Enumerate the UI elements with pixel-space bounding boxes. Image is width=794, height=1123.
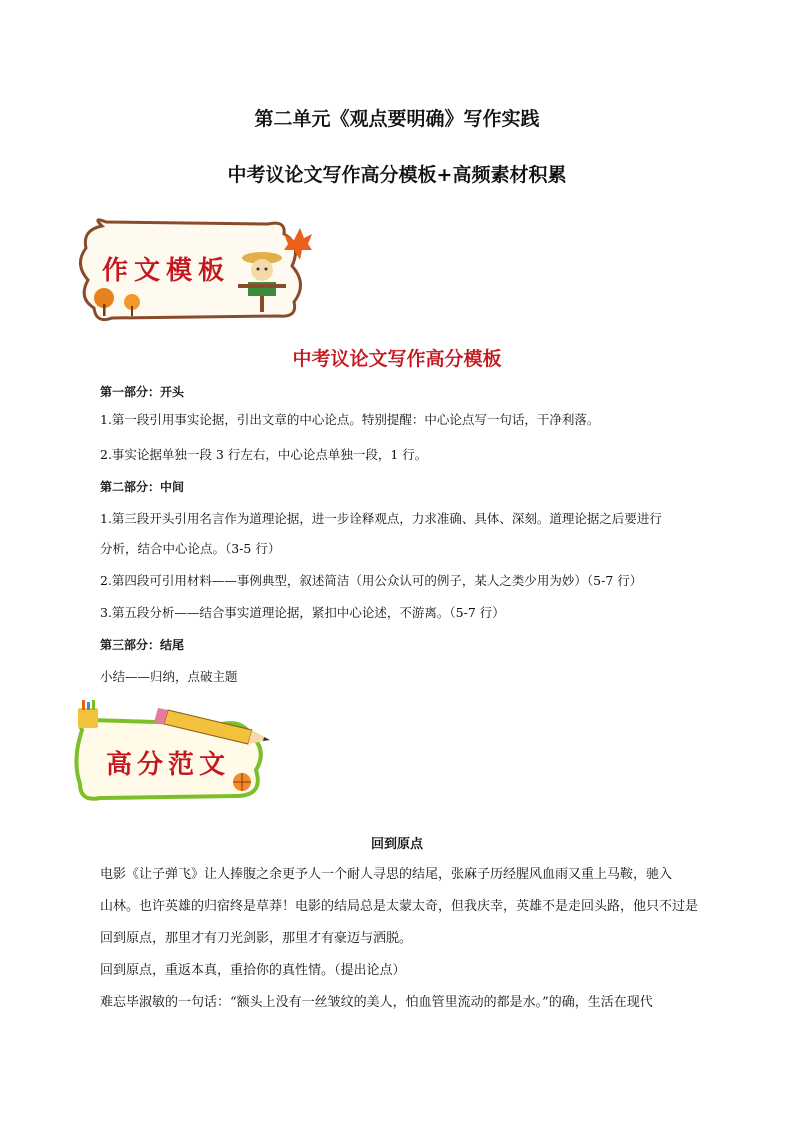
- template-heading: 中考议论文写作高分模板: [292, 348, 502, 370]
- essay-p1-line2: 山林。也许英雄的归宿终是草莽！电影的结局总是太蒙太奇，但我庆幸，英雄不是走回头路，他只不过是: [100, 899, 699, 914]
- essay-p3-line1: 难忘毕淑敏的一句话：“额头上没有一丝皱纹的美人，怕血管里流动的都是水。”的确，生活在现代: [100, 995, 653, 1010]
- page-subtitle: 中考议论文写作高分模板+高频素材积累: [227, 164, 567, 186]
- part1-item1: 1.第一段引用事实论据，引出文章的中心论点。特别提醒：中心论点写一句话，干净利落。: [100, 412, 600, 427]
- part2-item3: 3.第五段分析——结合事实道理论据，紧扣中心论述，不游离。（5-7 行）: [100, 605, 505, 620]
- essay-banner: [72, 700, 282, 806]
- essay-p1-line3: 回到原点，那里才有刀光剑影，那里才有豪迈与洒脱。: [100, 931, 413, 946]
- page-title: 第二单元《观点要明确》写作实践: [254, 108, 540, 130]
- essay-banner-label: 高分范文: [106, 750, 231, 780]
- part2-label: 第二部分：中间: [100, 480, 185, 494]
- part3-item1: 小结——归纳，点破主题: [100, 669, 238, 684]
- template-banner: [72, 214, 312, 330]
- part2-item2: 2.第四段可引用材料——事例典型，叙述简洁（用公众认可的例子，某人之类少用为妙）（5-7 行）: [100, 573, 643, 588]
- part1-item2: 2.事实论据单独一段 3 行左右，中心论点单独一段，1 行。: [100, 447, 428, 462]
- essay-p1-line1: 电影《让子弹飞》让人捧腹之余更予人一个耐人寻思的结尾，张麻子历经腥风血雨又重上马鞍，驰入: [100, 867, 673, 882]
- part3-label: 第三部分：结尾: [100, 638, 185, 652]
- essay-p2: 回到原点，重返本真，重拾你的真性情。（提出论点）: [100, 963, 406, 978]
- ball-icon: [233, 773, 251, 791]
- part1-label: 第一部分：开头: [100, 385, 185, 399]
- template-banner-label: 作文模板: [102, 256, 231, 286]
- pencil-cup-icon: [78, 700, 98, 728]
- part2-item1-line2: 分析，结合中心论点。（3-5 行）: [100, 541, 281, 556]
- essay-title: 回到原点: [370, 837, 423, 852]
- part2-item1-line1: 1.第三段开头引用名言作为道理论据，进一步诠释观点，力求准确、具体、深刻。道理论据之后要进行: [100, 511, 662, 526]
